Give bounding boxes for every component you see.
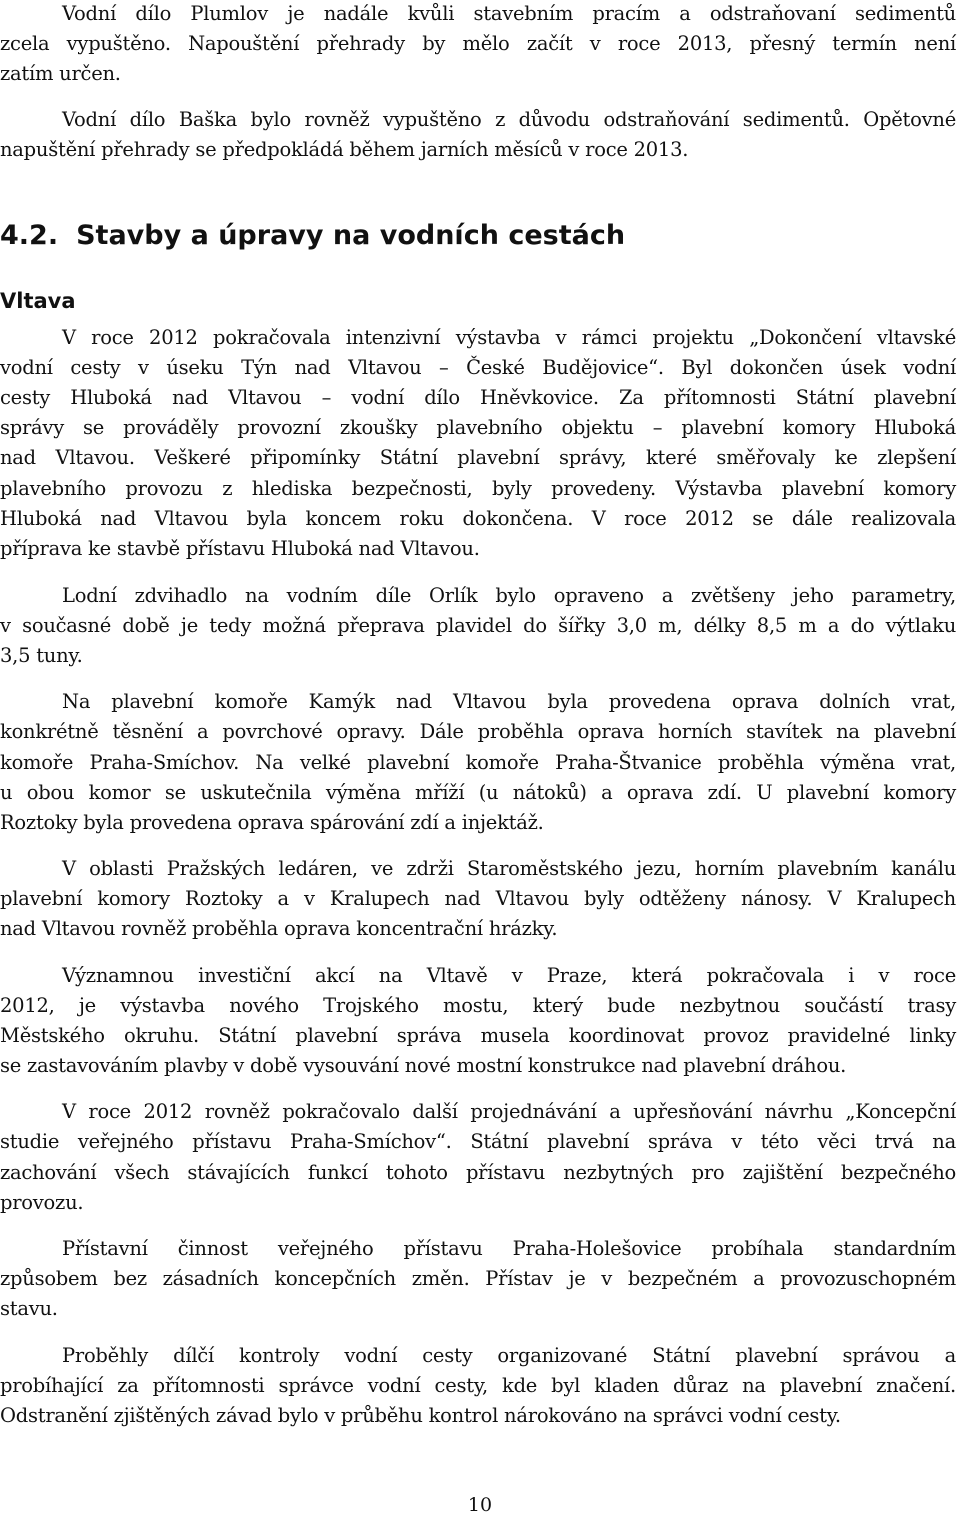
text-line: Hluboká nad Vltavou byla koncem roku dokončena. V roce 2012 se dále realizovala: [0, 507, 956, 530]
text-line: zachování všech stávajících funkcí tohoto přístavu nezbytných pro zajištění bezpečného: [0, 1161, 956, 1184]
text-line: způsobem bez zásadních koncepčních změn. Přístav je v bezpečném a provozuschopném: [0, 1267, 956, 1290]
text-line: u obou komor se uskutečnila výměna mříží (u nátoků) a oprava zdí. U plavební komory: [0, 781, 956, 804]
text-line: zatím určen.: [0, 62, 121, 85]
text-line: vodní cesty v úseku Týn nad Vltavou – České Budějovice“. Byl dokončen úsek vodní: [0, 356, 956, 379]
text-line: nad Vltavou. Veškeré připomínky Státní plavební správy, které směřovaly ke zlepšení: [0, 446, 956, 469]
text-line: Roztoky byla provedena oprava spárování zdí a injektáž.: [0, 811, 544, 834]
text-line: Vodní dílo Plumlov je nadále kvůli stavebním pracím a odstraňovaní sedimentů: [62, 2, 956, 25]
page-number: 10: [467, 1494, 493, 1516]
text-line: Proběhly dílčí kontroly vodní cesty organizované Státní plavební správou a: [62, 1344, 956, 1367]
section-title: Stavby a úpravy na vodních cestách: [76, 220, 626, 251]
text-line: příprava ke stavbě přístavu Hluboká nad Vltavou.: [0, 537, 480, 560]
text-line: komoře Praha-Smíchov. Na velké plavební komoře Praha-Štvanice proběhla výměna vrat,: [0, 751, 956, 774]
text-line: Na plavební komoře Kamýk nad Vltavou byla provedena oprava dolních vrat,: [62, 690, 956, 713]
text-line: se zastavováním plavby v době vysouvání nové mostní konstrukce nad plavební dráhou.: [0, 1054, 847, 1077]
text-line: V roce 2012 rovněž pokračovalo další projednávání a upřesňování návrhu „Koncepční: [62, 1100, 956, 1123]
text-line: V roce 2012 pokračovala intenzivní výstavba v rámci projektu „Dokončení vltavské: [62, 326, 956, 349]
text-line: stavu.: [0, 1297, 58, 1320]
text-line: Významnou investiční akcí na Vltavě v Praze, která pokračovala i v roce: [62, 964, 956, 987]
text-line: v současné době je tedy možná přeprava plavidel do šířky 3,0 m, délky 8,5 m a do výtlaku: [0, 614, 956, 637]
section-number: 4.2.: [0, 220, 59, 251]
text-line: Vodní dílo Baška bylo rovněž vypuštěno z důvodu odstraňování sedimentů. Opětovné: [62, 108, 956, 131]
text-line: provozu.: [0, 1191, 84, 1214]
text-line: správy se prováděly provozní zkoušky plavebního objektu – plavební komory Hluboká: [0, 416, 956, 439]
text-line: studie veřejného přístavu Praha-Smíchov“. Státní plavební správa v této věci trvá na: [0, 1130, 956, 1153]
text-line: V oblasti Pražských ledáren, ve zdrži Staroměstského jezu, horním plavebním kanálu: [62, 857, 956, 880]
subsection-heading: Vltava: [0, 289, 76, 313]
text-line: Odstranění zjištěných závad bylo v průběhu kontrol nárokováno na správci vodní cesty.: [0, 1404, 841, 1427]
text-line: 3,5 tuny.: [0, 644, 83, 667]
text-line: 2012, je výstavba nového Trojského mostu, který bude nezbytnou součástí trasy: [0, 994, 956, 1017]
text-line: konkrétně těsnění a povrchové opravy. Dále proběhla oprava horních stavítek na plavební: [0, 720, 956, 743]
text-line: cesty Hluboká nad Vltavou – vodní dílo Hněvkovice. Za přítomnosti Státní plavební: [0, 386, 956, 409]
text-line: Lodní zdvihadlo na vodním díle Orlík bylo opraveno a zvětšeny jeho parametry,: [62, 584, 956, 607]
text-line: nad Vltavou rovněž proběhla oprava koncentrační hrázky.: [0, 917, 558, 940]
text-line: Přístavní činnost veřejného přístavu Praha-Holešovice probíhala standardním: [62, 1237, 956, 1260]
text-line: napuštění přehrady se předpokládá během jarních měsíců v roce 2013.: [0, 138, 689, 161]
text-line: plavebního provozu z hlediska bezpečnosti, byly provedeny. Výstavba plavební komory: [0, 477, 956, 500]
text-line: plavební komory Roztoky a v Kralupech nad Vltavou byly odtěženy nánosy. V Kralupech: [0, 887, 956, 910]
section-heading: [0, 218, 625, 254]
text-line: probíhající za přítomnosti správce vodní cesty, kde byl kladen důraz na plavební značení.: [0, 1374, 956, 1397]
text-line: Městského okruhu. Státní plavební správa musela koordinovat provoz pravidelné linky: [0, 1024, 956, 1047]
text-line: zcela vypuštěno. Napouštění přehrady by mělo začít v roce 2013, přesný termín není: [0, 32, 956, 55]
